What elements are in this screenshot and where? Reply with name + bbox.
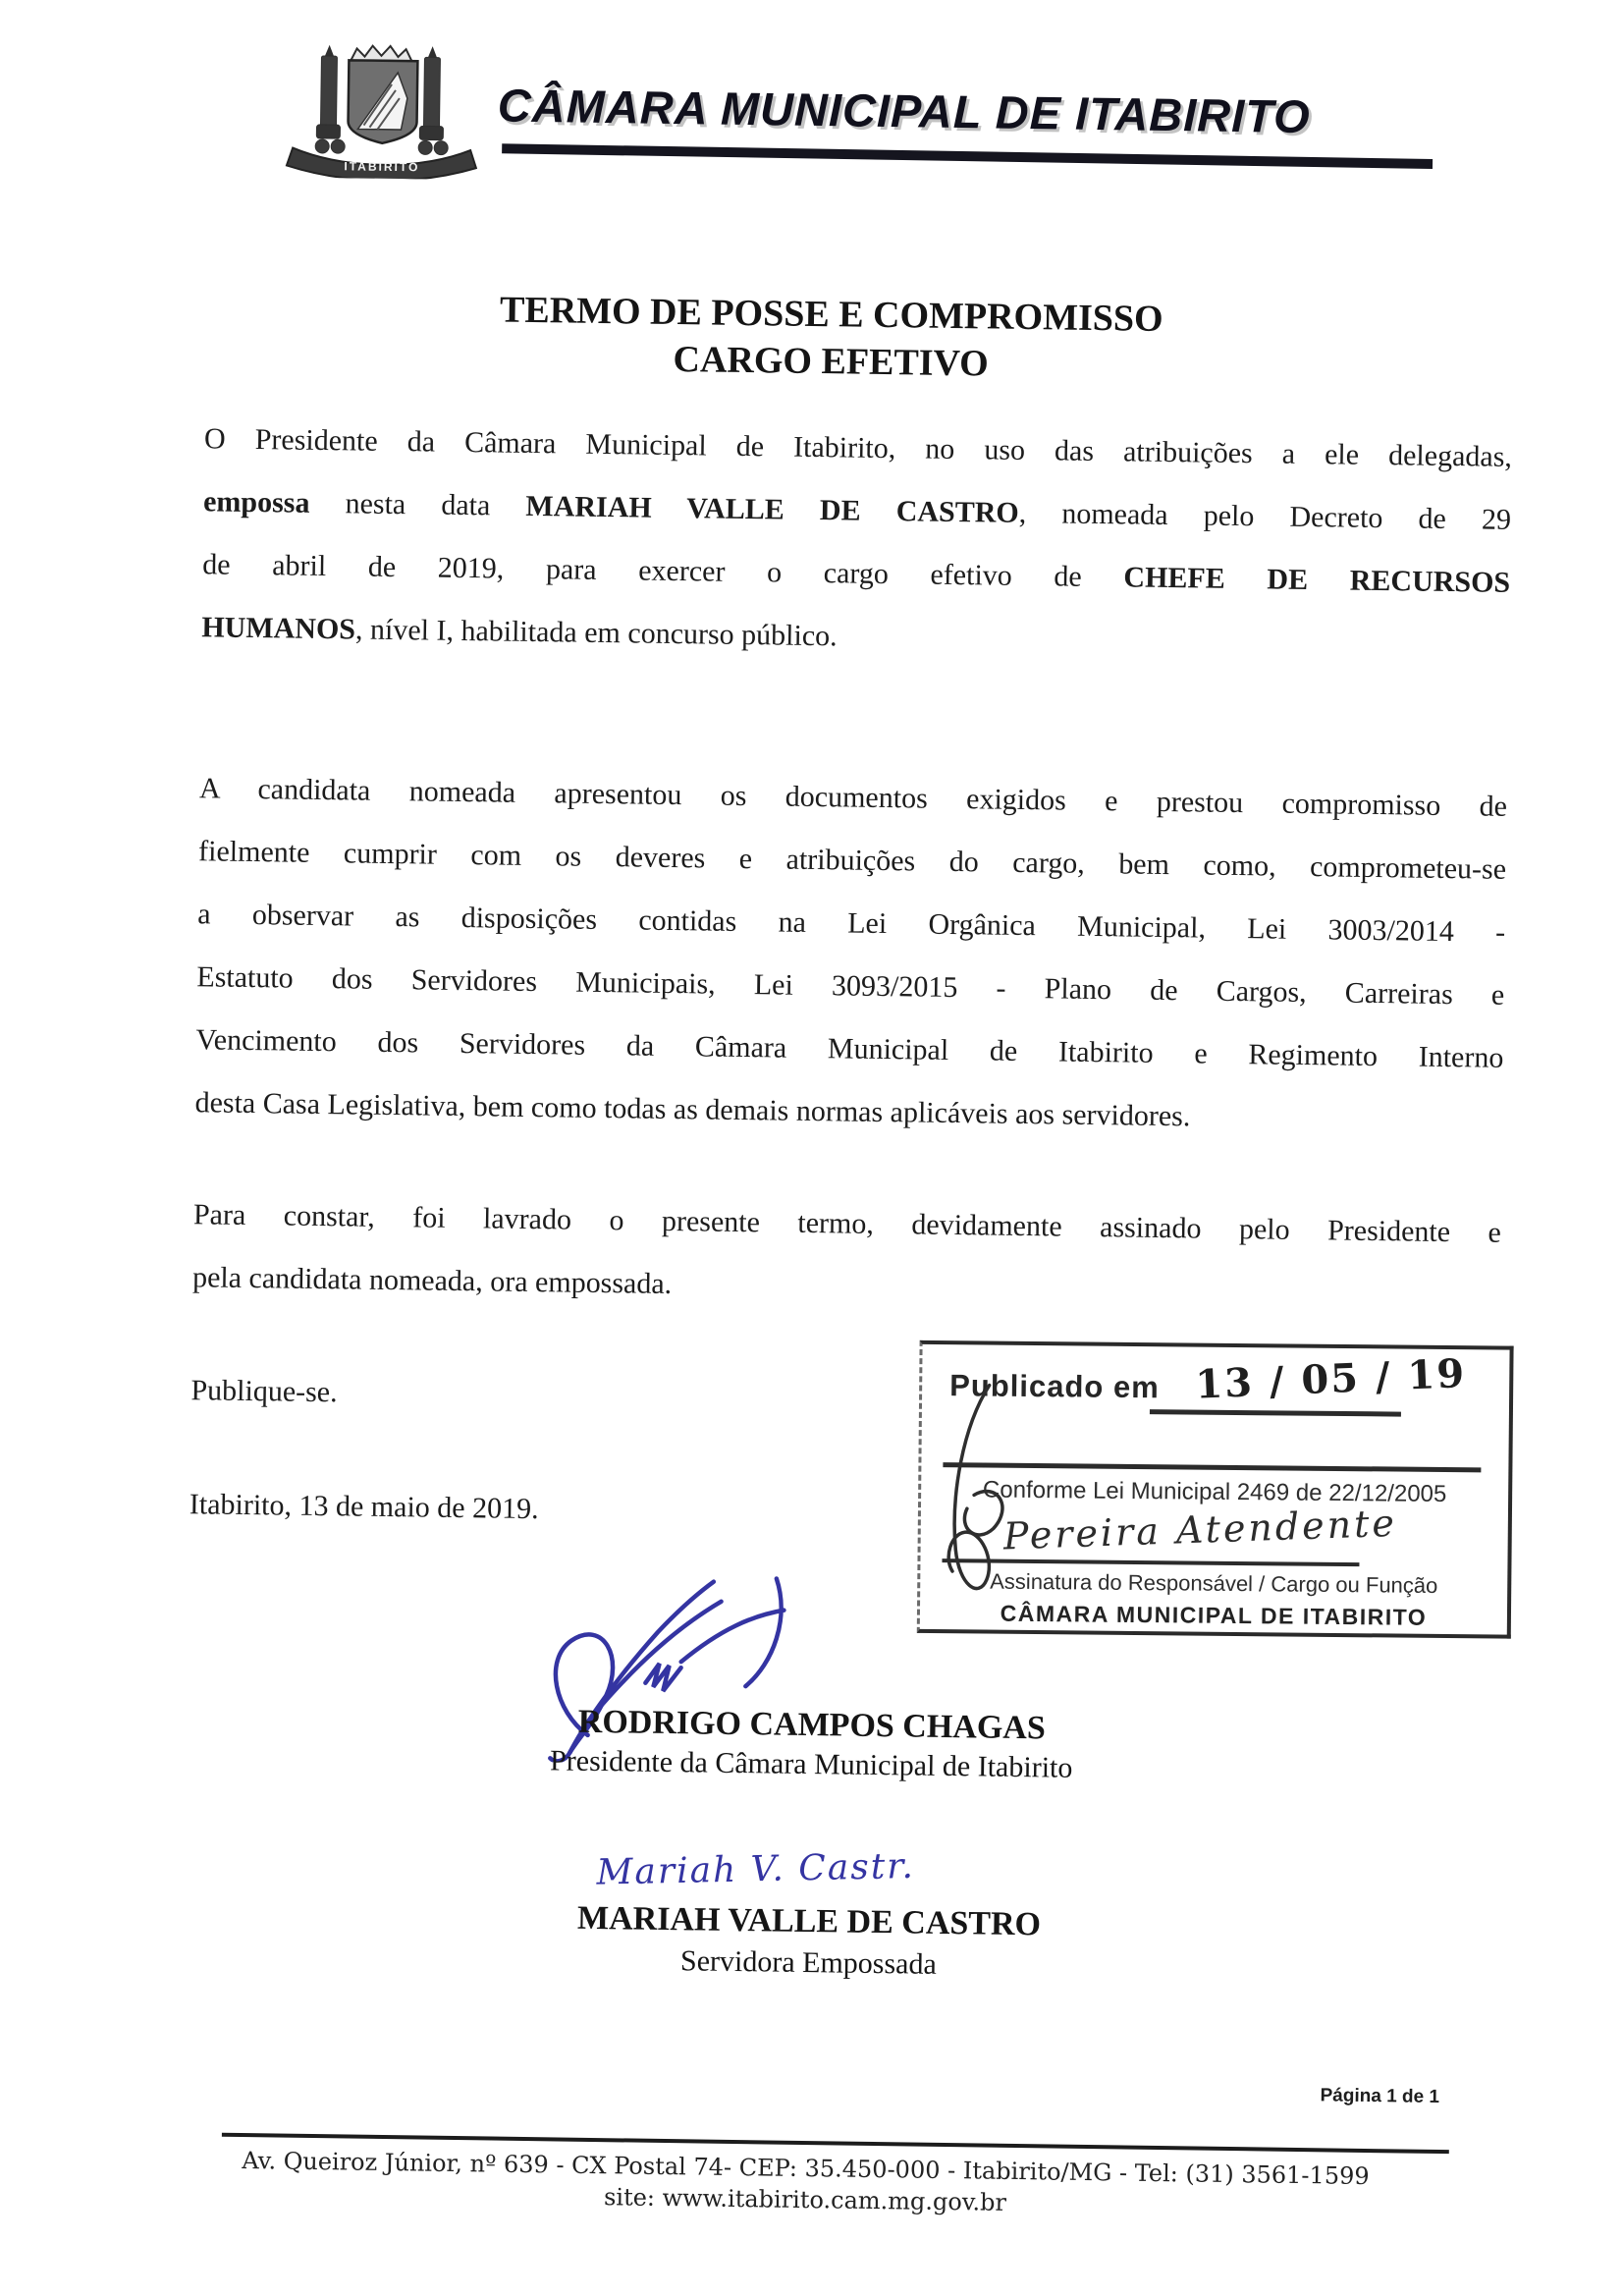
footer-address: Av. Queiroz Júnior, nº 639 - CX Postal 74- CEP: 35.450-000 - Itabirito/MG - Tel: (31) 3561-1599 xyxy=(242,2147,1370,2191)
paragraph-line: pela candidata nomeada, ora empossada. xyxy=(191,1261,673,1301)
stamp-signature-caption: Assinatura do Responsável / Cargo ou Função xyxy=(990,1568,1438,1598)
org-name-header: CÂMARA MUNICIPAL DE ITABIRITO xyxy=(497,79,1312,142)
servant-role: Servidora Empossada xyxy=(679,1944,938,1981)
paragraph-line: de abril de 2019, para exercer o cargo efetivo de CHEFE DE RECURSOS xyxy=(202,548,1511,599)
paragraph-line: empossa nesta data MARIAH VALLE DE CASTRO, nomeada pelo Decreto de 29 xyxy=(202,485,1512,536)
servant-name: MARIAH VALLE DE CASTRO xyxy=(576,1899,1042,1943)
stamp-published-label: Publicado em xyxy=(949,1368,1160,1405)
stamp-signature-flourish-icon xyxy=(921,1375,1053,1627)
paragraph-record xyxy=(192,1183,1502,1328)
paragraph-line: desta Casa Legislativa, bem como todas as demais normas aplicáveis aos servidores. xyxy=(194,1086,1191,1133)
document-title-line1: TERMO DE POSSE E COMPROMISSO xyxy=(499,289,1163,340)
stamp-date-underline xyxy=(1150,1409,1401,1416)
itabirito-coat-of-arms-icon xyxy=(281,37,484,180)
paragraph-commitment xyxy=(194,757,1507,1153)
stamp-org-name: CÂMARA MUNICIPAL DE ITABIRITO xyxy=(1000,1600,1428,1630)
stamp-law-reference: Conforme Lei Municipal 2469 de 22/12/2005 xyxy=(982,1476,1447,1508)
footer-site: site: www.itabirito.cam.mg.gov.br xyxy=(603,2183,1007,2216)
paragraph-line: Vencimento dos Servidores da Câmara Municipal de Itabirito e Regimento Interno xyxy=(195,1023,1504,1074)
place-date-line: Itabirito, 13 de maio de 2019. xyxy=(189,1488,539,1526)
document-title-line2: CARGO EFETIVO xyxy=(673,338,990,385)
paragraph-line: a observar as disposições contidas na Lei Orgânica Municipal, Lei 3003/2014 - xyxy=(197,898,1506,949)
president-name: RODRIGO CAMPOS CHAGAS xyxy=(577,1703,1047,1747)
stamp-signature-handwritten: Pereira Atendente xyxy=(1002,1501,1398,1558)
document-title xyxy=(178,282,1485,395)
servant-signature-handwritten: Mariah V. Castr. xyxy=(596,1845,916,1893)
page-indicator: Página 1 de 1 xyxy=(1320,2085,1440,2108)
publish-order: Publique-se. xyxy=(190,1374,338,1409)
paragraph-appointment xyxy=(201,408,1512,678)
paragraph-line: fielmente cumprir com os deveres e atribuições do cargo, bem como, comprometeu-se xyxy=(197,835,1507,886)
paragraph-line: HUMANOS, nível I, habilitada em concurso público. xyxy=(201,611,838,653)
president-role: Presidente da Câmara Municipal de Itabirito xyxy=(549,1744,1073,1784)
stamp-handwritten-date: 13 / 05 / 19 xyxy=(1194,1350,1468,1408)
header-underline xyxy=(502,143,1433,169)
paragraph-line: A candidata nomeada apresentou os documentos exigidos e prestou compromisso de xyxy=(198,772,1508,823)
paragraph-line: Para constar, foi lavrado o presente termo, devidamente assinado pelo Presidente e xyxy=(192,1198,1502,1249)
logo-banner-label: ITABIRITO xyxy=(344,159,420,175)
paragraph-line: O Presidente da Câmara Municipal de Itabirito, no uso das atribuições a ele delegadas, xyxy=(203,422,1513,473)
paragraph-line: Estatuto dos Servidores Municipais, Lei 3093/2015 - Plano de Cargos, Carreiras e xyxy=(196,960,1505,1011)
